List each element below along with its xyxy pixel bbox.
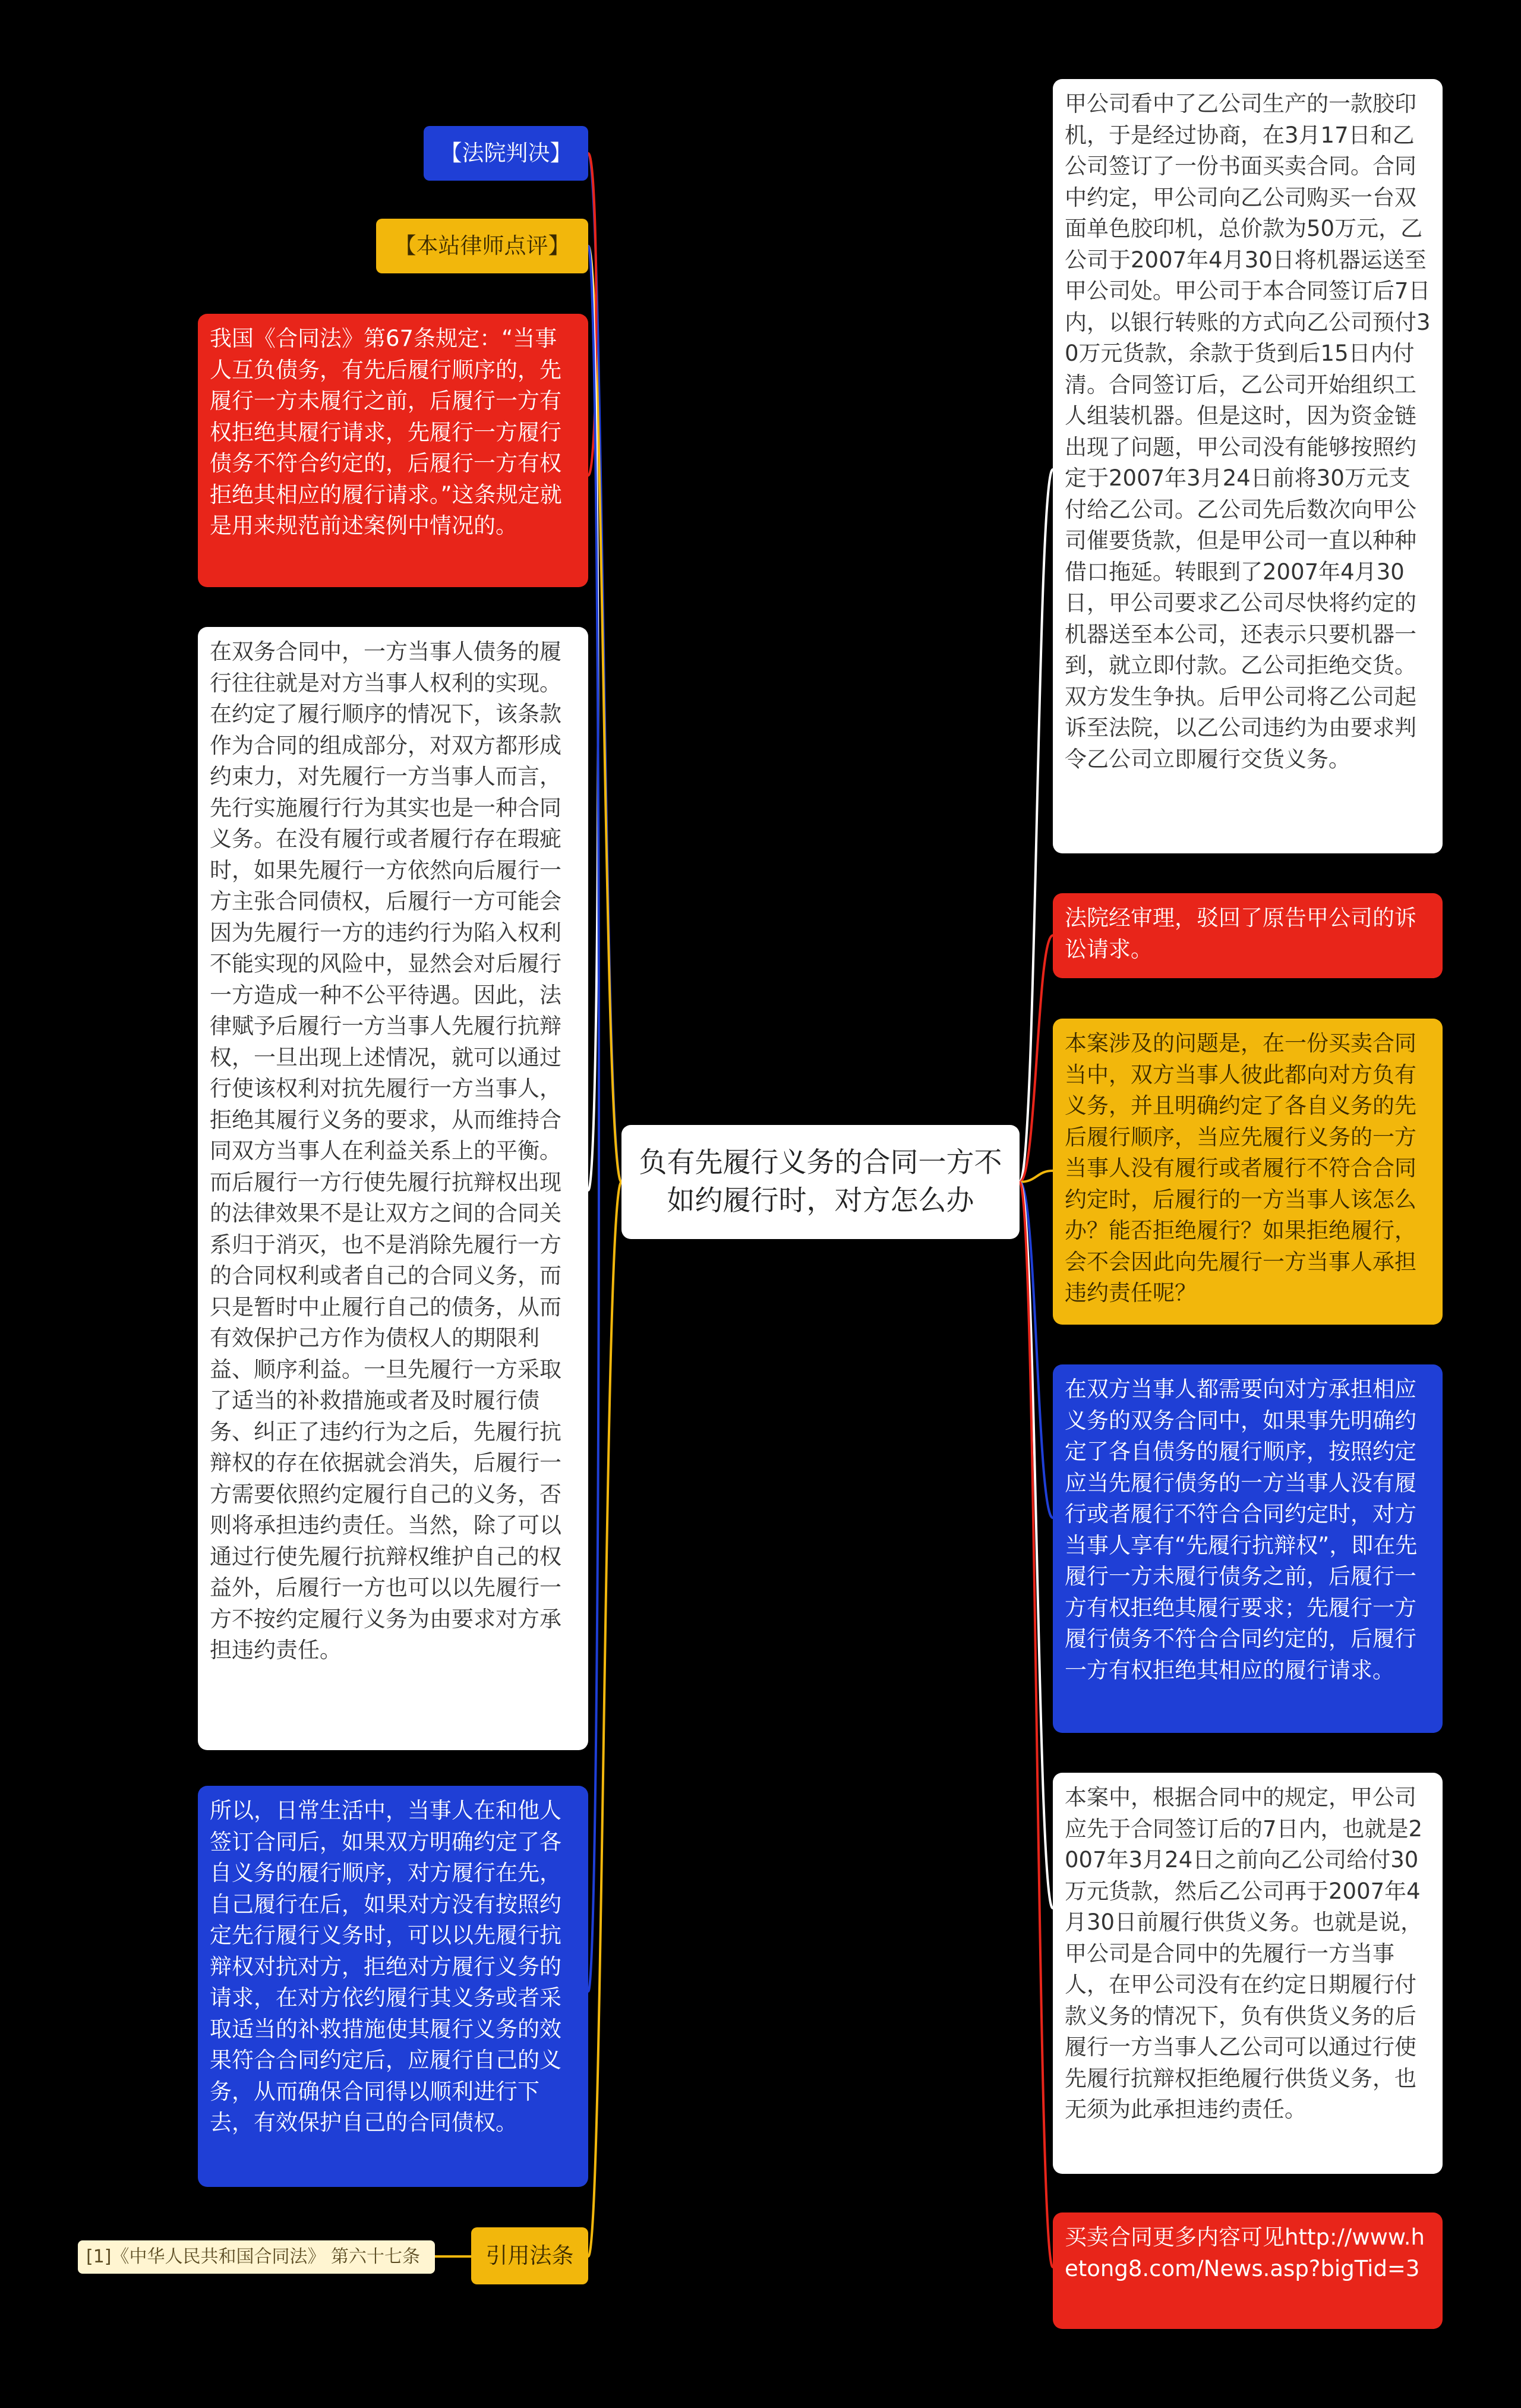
court-ruling-tag[interactable] <box>424 126 588 181</box>
issue-question-node[interactable] <box>1053 1019 1443 1325</box>
cite-law-tag-label: 引用法条 <box>485 2243 574 2268</box>
lawyer-comment-tag[interactable] <box>376 219 588 273</box>
connector-application <box>1020 1182 1053 1908</box>
cite-reference-text: [1]《中华人民共和国合同法》 第六十七条 <box>86 2246 421 2267</box>
legal-principle-node[interactable] <box>1053 1364 1443 1733</box>
central-topic-text: 负有先履行义务的合同一方不如约履行时，对方怎么办 <box>639 1146 1002 1217</box>
case-application-node[interactable] <box>1053 1773 1443 2174</box>
case-application-text: 本案中，根据合同中的规定，甲公司应先于合同签订后的7日内，也就是2007年3月24日之前向乙公司给付30万元货款，然后乙公司再于2007年4月30日前履行供货义务。也就是说，甲公司是合同中的先履行一方当事人，在甲公司没有在约定日期履行付款义务的情况下，负有供货义务的后履行一方当事人乙公司可以通过行使先履行抗辩权拒绝履行供货义务，也无须为此承担违约责任。 <box>1065 1785 1423 2122</box>
lawyer-comment-tag-label: 【本站律师点评】 <box>394 233 570 259</box>
connector-cite-tag <box>588 1182 621 2256</box>
more-info-link-text[interactable]: 买卖合同更多内容可见http://www.hetong8.com/News.asp?bigTid=3 <box>1065 2224 1425 2281</box>
law-article-67-node[interactable] <box>198 314 588 587</box>
connector-ruling <box>1020 935 1053 1182</box>
law-article-67-text: 我国《合同法》第67条规定：“当事人互负债务，有先后履行顺序的，先履行一方未履行之前，后履行一方有权拒绝其履行请求，先履行一方履行债务不符合约定的，后履行一方有权拒绝其相应的履行请求。”这条规定就是用来规范前述案例中情况的。 <box>210 326 562 538</box>
case-description-node[interactable] <box>1053 79 1443 853</box>
analysis-node[interactable] <box>198 627 588 1750</box>
conclusion-node[interactable] <box>198 1786 588 2187</box>
case-description-text: 甲公司看中了乙公司生产的一款胶印机，于是经过协商，在3月17日和乙公司签订了一份书面买卖合同。合同中约定，甲公司向乙公司购买一台双面单色胶印机，总价款为50万元，乙公司于2007年4月30日将机器运送至甲公司处。甲公司于本合同签订后7日内，以银行转账的方式向乙公司预付30万元货款，余款于货到后15日内付清。合同签订后，乙公司开始组织工人组装机器。但是这时，因为资金链出现了问题，甲公司没有能够按照约定于2007年3月24日前将30万元支付给乙公司。乙公司先后数次向甲公司催要货款，但是甲公司一直以种种借口拖延。转眼到了2007年4月30日，甲公司要求乙公司尽快将约定的机器送至本公司，还表示只要机器一到，就立即付款。乙公司拒绝交货。双方发生争执。后甲公司将乙公司起诉至法院，以乙公司违约为由要求判令乙公司立即履行交货义务。 <box>1065 91 1431 772</box>
legal-principle-text: 在双方当事人都需要向对方承担相应义务的双务合同中，如果事先明确约定了各自债务的履行顺序，按照约定应当先履行债务的一方当事人没有履行或者履行不符合合同约定时，对方当事人享有“先履行抗辩权”，即在先履行一方未履行债务之前，后履行一方有权拒绝其履行要求；先履行一方履行债务不符合合同约定的，后履行一方有权拒绝其相应的履行请求。 <box>1065 1376 1418 1683</box>
issue-question-text: 本案涉及的问题是，在一份买卖合同当中，双方当事人彼此都向对方负有义务，并且明确约定了各自义务的先后履行顺序，当应先履行义务的一方当事人没有履行或者履行不符合合同约定时，后履行的一方当事人该怎么办？能否拒绝履行？如果拒绝履行，会不会因此向先履行一方当事人承担违约责任呢？ <box>1065 1030 1416 1306</box>
court-ruling-tag-label: 【法院判决】 <box>440 140 572 166</box>
court-ruling-text: 法院经审理，驳回了原告甲公司的诉讼请求。 <box>1065 905 1416 962</box>
more-info-link-node[interactable] <box>1053 2212 1443 2329</box>
central-topic[interactable] <box>621 1125 1020 1239</box>
court-ruling-node[interactable] <box>1053 893 1443 978</box>
connector-analysis <box>588 246 598 1190</box>
cite-reference[interactable] <box>78 2240 435 2274</box>
conclusion-text: 所以，日常生活中，当事人在和他人签订合同后，如果双方明确约定了各自义务的履行顺序，对方履行在先，自己履行在后，如果对方没有按照约定先行履行义务时，可以以先履行抗辩权对抗对方，拒绝对方履行义务的请求，在对方依约履行其义务或者采取适当的补救措施使其履行义务的效果符合合同约定后，应履行自己的义务，从而确保合同得以顺利进行下去，有效保护自己的合同债权。 <box>210 1798 561 2135</box>
cite-law-tag[interactable] <box>471 2227 588 2284</box>
analysis-text: 在双务合同中，一方当事人债务的履行往往就是对方当事人权利的实现。在约定了履行顺序的情况下，该条款作为合同的组成部分，对双方都形成约束力，对先履行一方当事人而言，先行实施履行行为其实也是一种合同义务。在没有履行或者履行存在瑕疵时，如果先履行一方依然向后履行一方主张合同债权，后履行一方可能会因为先履行一方的违约行为陷入权利不能实现的风险中，显然会对后履行一方造成一种不公平待遇。因此，法律赋予后履行一方当事人先履行抗辩权，一旦出现上述情况，就可以通过行使该权利对抗先履行一方当事人，拒绝其履行义务的要求，从而维持合同双方当事人在利益关系上的平衡。而后履行一方行使先履行抗辩权出现的法律效果不是让双方之间的合同关系归于消灭，也不是消除先履行一方的合同权利或者自己的合同义务，而只是暂时中止履行自己的债务，从而有效保护己方作为债权人的期限利益、顺序利益。一旦先履行一方采取了适当的补救措施或者及时履行债务、纠正了违约行为之后，先履行抗辩权的存在依据就会消失，后履行一方需要依照约定履行自己的义务，否则将承担违约责任。当然，除了可以通过行使先履行抗辩权维护自己的权益外，后履行一方也可以以先履行一方不按约定履行义务为由要求对方承担违约责任。 <box>210 639 561 1663</box>
